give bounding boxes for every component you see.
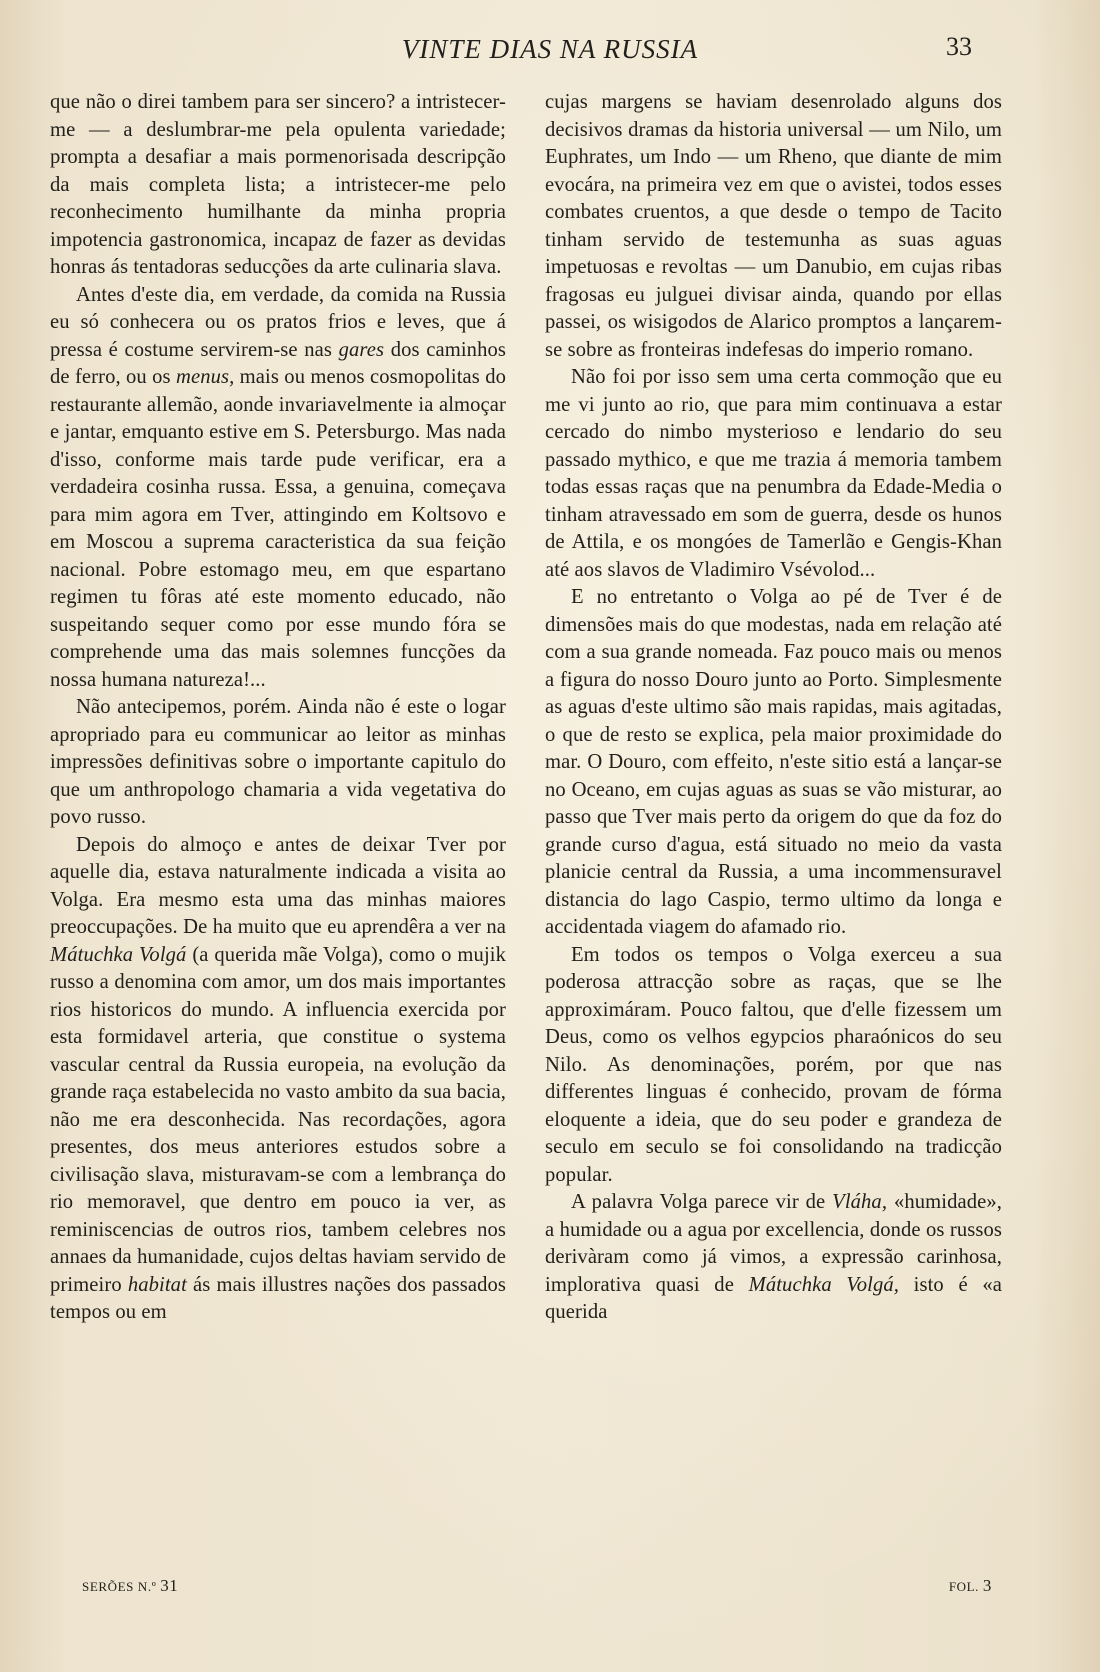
page-footer [0, 1576, 1100, 1606]
left-paragraph-1: que não o direi tambem para ser sincero? a intristecer-me — a deslumbrar-me pela opulenta variedade; prompta a desafiar a mais pormenorisada descripção da mais completa lista; a intristecer-me pelo reconhecimento humilhante da minha propria impotencia gastronomica, incapaz de fazer as devidas honras ás tentadoras seducções da arte culinaria slava. [50, 91, 506, 278]
page-number: 33 [946, 32, 972, 61]
right-paragraph-4: Em todos os tempos o Volga exerceu a sua poderosa attracção sobre as raças, que se lhe approximáram. Pouco faltou, que d'elle fizessem um Deus, como os velhos egypcios pharaónicos do seu Nilo. As denominações, porém, por que nas differentes linguas é conhecido, provam de fórma eloquente a ideia, que do seu poder e grandeza de seculo em seculo se foi consolidando na tradicção popular. [545, 943, 1002, 1186]
running-title: VINTE DIAS NA RUSSIA [401, 34, 699, 64]
running-header [0, 30, 1100, 70]
right-paragraph-1: cujas margens se haviam desenrolado alguns dos decisivos dramas da historia universal — um Nilo, um Euphrates, um Indo — um Rheno, que diante de mim evocára, na primeira vez em que o avistei, todos esses combates cruentos, a que desde o tempo de Tacito tinham servido de testemunha as suas aguas impetuosas e revoltas — um Danubio, em cujas ribas fragosas eu julguei divisar ainda, quando por ellas passei, os wisigodos de Alarico promptos a lançarem-se sobre as fronteiras indefesas do imperio romano. [545, 91, 1002, 361]
italic-term-menus: menus, [175, 366, 235, 388]
left-paragraph-4 [50, 832, 506, 1327]
text-run: «humidade», a humidade ou a agua por excellencia, donde os russos derivàram como já vimos, a expressão carinhosa, implorativa quasi de [545, 1191, 1002, 1296]
right-paragraph-5 [545, 1189, 1002, 1327]
right-column [545, 89, 1002, 1327]
right-paragraph-3: E no entretanto o Volga ao pé de Tver é de dimensões mais do que modestas, nada em relação até com a sua grande nomeada. Faz pouco mais ou menos a figura do nosso Douro junto ao Porto. Simplesmente as aguas d'este ultimo são mais rapidas, mais agitadas, o que de resto se explica, pela maior proximidade do mar. O Douro, com effeito, n'este sitio está a lançar-se no Oceano, em cujas aguas as suas se vão misturar, ao passo que Tver mais perto da origem do que da foz do grande curso d'agua, está situado no meio da vasta planicie central da Russia, a uma incommensuravel distancia do lago Caspio, termo ultimo da longa e accidentada viagem do afamado rio. [545, 586, 1002, 938]
italic-term-matuchka-volga: Mátuchka Volgá [50, 943, 187, 966]
italic-term-habitat: habitat [127, 1273, 187, 1296]
text-run: A palavra Volga parece vir de [571, 1191, 833, 1213]
folio-number: 3 [982, 1576, 992, 1595]
footer-number: 31 [160, 1576, 179, 1595]
text-run: isto é «a querida [545, 1273, 1002, 1323]
left-column [50, 89, 506, 1327]
italic-term-vlaha: Vláha, [832, 1191, 888, 1213]
left-paragraph-2 [50, 282, 506, 695]
signature-mark [82, 1576, 178, 1596]
folio-label: FOL. [948, 1579, 980, 1594]
text-run: (a querida mãe Volga), como o mujik russo a denomina com amor, um dos mais importantes rios historicos do mundo. A influencia exercida por esta formidavel arteria, que constitue o systema vascular central da Russia europeia, na evolução da grande raça estabelecida no vasto ambito da sua bacia, não me era desconhecida. Nas recordações, agora presentes, dos meus anteriores estudos sobre a civilisação slava, misturavam-se com a lembrança do rio memoravel, que dentro em pouco ia ver, as reminiscencias de outros rios, tambem celebres nos annaes da humanidade, cujos deltas haviam servido de primeiro [50, 943, 506, 1296]
italic-term-gares: gares [338, 338, 385, 361]
text-run: dos caminhos de ferro, ou os [50, 338, 506, 388]
text-run: mais ou menos cosmopolitas do restaurante allemão, aonde invariavelmente ia almoçar e jantar, emquanto estive em S. Petersburgo. Mas nada d'isso, conforme mais tarde pude verificar, era a verdadeira cosinha russa. Essa, a genuina, começava para mim agora em Tver, attingindo em Koltsovo e em Moscou a suprema caracteristica da sua feição nacional. Pobre estomago meu, em que espartano regimen tu fôras até este momento educado, não suspeitando sequer como por esse mundo fóra se comprehende uma das mais solemnes funcções da nossa humana natureza!... [50, 366, 506, 691]
right-paragraph-2: Não foi por isso sem uma certa commoção que eu me vi junto ao rio, que para mim continuava a estar cercado do nimbo mysterioso e lendario do seu passado mythico, e que me trazia á memoria tambem todas essas raças que na penumbra da Edade-Media o tinham atravessado em som de guerra, desde os hunos de Attila, e os mongóes de Tamerlão e Gengis-Khan até aos slavos de Vladimiro Vsévolod... [545, 366, 1002, 581]
left-paragraph-3: Não antecipemos, porém. Ainda não é este o logar apropriado para eu communicar ao leitor as minhas impressões definitivas sobre o importante capitulo do que um anthropologo chamaria a vida vegetativa do povo russo. [50, 696, 506, 828]
folio-mark [949, 1576, 992, 1596]
footer-label: SERÕES N.º [82, 1579, 157, 1594]
text-run: Antes d'este dia, em verdade, da comida na Russia eu só conhecera ou os pratos frios e leves, que á pressa é costume servirem-se nas [50, 283, 506, 361]
text-run: Depois do almoço e antes de deixar Tver por aquelle dia, estava naturalmente indicada a visita ao Volga. Era mesmo esta uma das minhas maiores preoccupações. De ha muito que eu aprendêra a ver na [50, 833, 506, 938]
italic-term-matuchka-volga: Mátuchka Volgá, [748, 1273, 900, 1296]
text-run: ás mais illustres nações dos passados tempos ou em [50, 1273, 506, 1323]
